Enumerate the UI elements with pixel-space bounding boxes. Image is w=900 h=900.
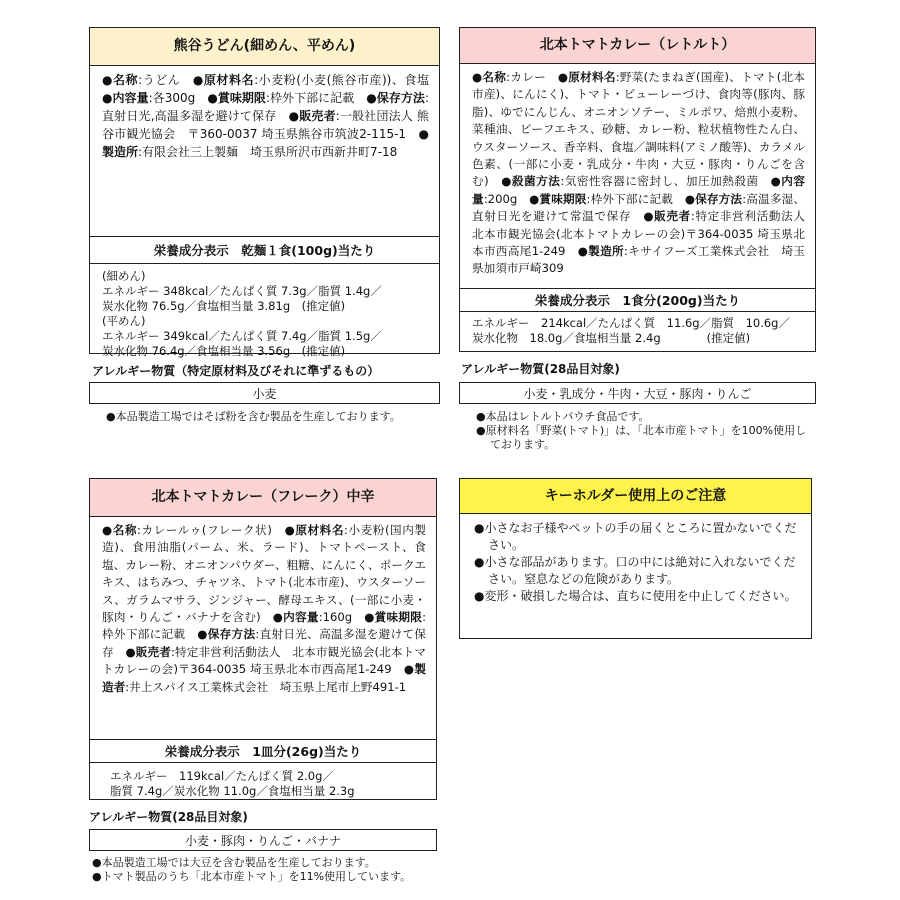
udon-notes [106, 410, 436, 424]
curry-flake-label-box [89, 478, 437, 800]
curry-retort-detail-6: ●販売者:特定非営利活動法人 北本市観光協会(北本トマトカレーの会)〒364-0035 埼玉県北本市西高尾1-249 [472, 209, 817, 259]
udon-nutrition-line: (細めん) [102, 269, 146, 283]
udon-allergy-value: 小麦 [89, 382, 440, 404]
udon-allergy-title: アレルギー物質（特定原材料及びそれに準ずるもの） [92, 364, 380, 378]
curry-retort-details [460, 64, 815, 288]
curry-flake-allergy-title: アレルギー物質(28品目対象) [89, 810, 248, 824]
curry-retort-title: 北本トマトカレー（レトルト） [460, 28, 815, 64]
keyholder-notes [460, 514, 811, 611]
curry-flake-details [90, 517, 436, 739]
udon-detail-2: ●内容量:各300g [102, 91, 208, 105]
curry-retort-notes [476, 410, 811, 452]
keyholder-caution-box [459, 478, 812, 639]
curry-flake-note: ●本品製造工場では大豆を含む製品を生産しております。 [92, 856, 376, 869]
udon-nutrition [90, 264, 439, 364]
curry-retort-allergy-value: 小麦・乳成分・牛肉・大豆・豚肉・りんご [459, 382, 816, 404]
udon-label-box [89, 27, 441, 358]
udon-nutrition-line: (平めん) [102, 314, 146, 328]
curry-retort-note: ●原材料名「野菜(トマト)」は、「北本市産トマト」を100%使用しております。 [476, 424, 807, 451]
udon-detail-4: ●保存方法:直射日光,高温多湿を避けて保存 [102, 91, 429, 123]
udon-detail-0: ●名称:うどん [102, 73, 193, 87]
keyholder-note: ●小さなお子様やペットの手の届くところに置かないでください。 [474, 521, 797, 552]
curry-flake-title: 北本トマトカレー（フレーク）中辛 [90, 479, 436, 517]
udon-title: 熊谷うどん(細めん、平めん) [90, 28, 439, 66]
curry-retort-detail-4: ●賞味期限:枠外下部に記載 [529, 191, 685, 206]
curry-retort-detail-0: ●名称:カレー [472, 70, 558, 84]
curry-flake-allergy-value: 小麦・豚肉・りんご・バナナ [89, 829, 437, 851]
curry-retort-nutrition-line: エネルギー 214kcal／たんぱく質 11.6g／脂質 10.6g／ [472, 316, 790, 330]
curry-retort-nutrition [460, 312, 815, 351]
curry-flake-detail-3: ●賞味期限:枠外下部に記載 [102, 610, 426, 642]
udon-nutrition-line: 炭水化物 76.5g／食塩相当量 3.81g (推定値) [102, 299, 346, 313]
curry-retort-allergy-title: アレルギー物質(28品目対象) [461, 362, 620, 376]
curry-retort-detail-2: ●殺菌方法:気密性容器に密封し、加圧加熱殺菌 [501, 174, 771, 189]
udon-detail-6: ●製造所:有限会社三上製麺 埼玉県所沢市西新井町7-18 [102, 127, 429, 159]
curry-flake-detail-4: ●保存方法:直射日光、高温多湿を避けて保存 [102, 627, 426, 659]
udon-nutrition-line: エネルギー 348kcal／たんぱく質 7.3g／脂質 1.4g／ [102, 284, 382, 298]
keyholder-caution-title: キーホルダー使用上のご注意 [460, 479, 811, 514]
udon-details [90, 66, 439, 236]
curry-retort-nutrition-line: 炭水化物 18.0g／食塩相当量 2.4g (推定値) [472, 331, 751, 345]
curry-retort-note: ●本品はレトルトパウチ食品です。 [476, 410, 650, 423]
curry-flake-detail-0: ●名称:カレールゥ(フレーク状) [102, 523, 285, 537]
keyholder-note: ●変形・破損した場合は、直ちに使用を中止してください。 [474, 589, 797, 603]
udon-nutrition-line: エネルギー 349kcal／たんぱく質 7.4g／脂質 1.5g／ [102, 329, 382, 343]
curry-flake-nutrition [90, 763, 436, 804]
curry-flake-nutrition-title: 栄養成分表示 1皿分(26g)当たり [90, 739, 436, 763]
curry-flake-detail-5: ●販売者:特定非営利活動法人 北本市観光協会(北本トマトカレーの会)〒364-0035 埼玉県北本市西高尾1-249 [102, 644, 426, 677]
curry-retort-detail-7: ●製造所:キサイフーズ工業株式会社 埼玉県加須市戸崎309 [472, 244, 805, 276]
curry-flake-detail-1: ●原材料名:小麦粉(国内製造)、食用油脂(パーム、米、ラード)、トマトペースト、食塩、カレー粉、オニオンパウダー、粗糖、にんにく、ポークエキス、はちみつ、チャツネ、トマト(北本市産)、ウスターソース、ガラムマサラ、ジンジャー、酵母エキス、(一部に小麦・豚肉・りんご・バナナを含む) [102, 523, 426, 625]
udon-detail-1: ●原材料名:小麦粉(小麦(熊谷市産))、食塩 [192, 73, 441, 87]
curry-flake-note: ●トマト製品のうち「北本市産トマト」を11%使用しています。 [92, 870, 412, 883]
curry-retort-label-box [459, 27, 816, 352]
udon-nutrition-title: 栄養成分表示 乾麺１食(100g)当たり [90, 236, 439, 264]
udon-detail-5: ●販売者:一般社団法人 熊谷市観光協会 〒360-0037 埼玉県熊谷市筑波2-115-1 [102, 109, 429, 141]
udon-detail-3: ●賞味期限:枠外下部に記載 [207, 91, 367, 105]
curry-retort-detail-5: ●保存方法:高温多湿、直射日光を避けて常温で保存 [472, 191, 805, 224]
curry-retort-detail-3: ●内容量:200g [472, 174, 805, 206]
keyholder-note: ●小さな部品があります。口の中には絶対に入れないでください。窒息などの危険があります。 [474, 555, 796, 586]
curry-flake-nutrition-line: エネルギー 119kcal／たんぱく質 2.0g／ [110, 769, 334, 783]
curry-flake-nutrition-line: 脂質 7.4g／炭水化物 11.0g／食塩相当量 2.3g [110, 784, 355, 798]
curry-flake-notes [92, 856, 442, 884]
udon-nutrition-line: 炭水化物 76.4g／食塩相当量 3.56g (推定値) [102, 344, 346, 358]
curry-flake-detail-2: ●内容量:160g [272, 610, 365, 625]
curry-retort-detail-1: ●原材料名:野菜(たまねぎ(国産)、トマト(北本市産)、にんにく)、トマト・ピューレーづけ、食肉等(豚肉、豚脂)、ゆでにんじん、オニオンソテー、ミルポワ、焙煎小麦粉、菜種油、ビーフエキス、砂糖、カレー粉、粒状植物性たん白、ウスターソース、香辛料、食塩／調味料(アミノ酸等)、カラメル色素、(一部に小麦・乳成分・牛肉・大豆・豚肉・りんごを含む) [472, 70, 805, 189]
curry-flake-detail-6: ●製造者:井上スパイス工業株式会社 埼玉県上尾市上野491-1 [102, 662, 426, 694]
udon-note: ●本品製造工場ではそば粉を含む製品を生産しております。 [106, 410, 401, 423]
curry-retort-nutrition-title: 栄養成分表示 1食分(200g)当たり [460, 288, 815, 312]
